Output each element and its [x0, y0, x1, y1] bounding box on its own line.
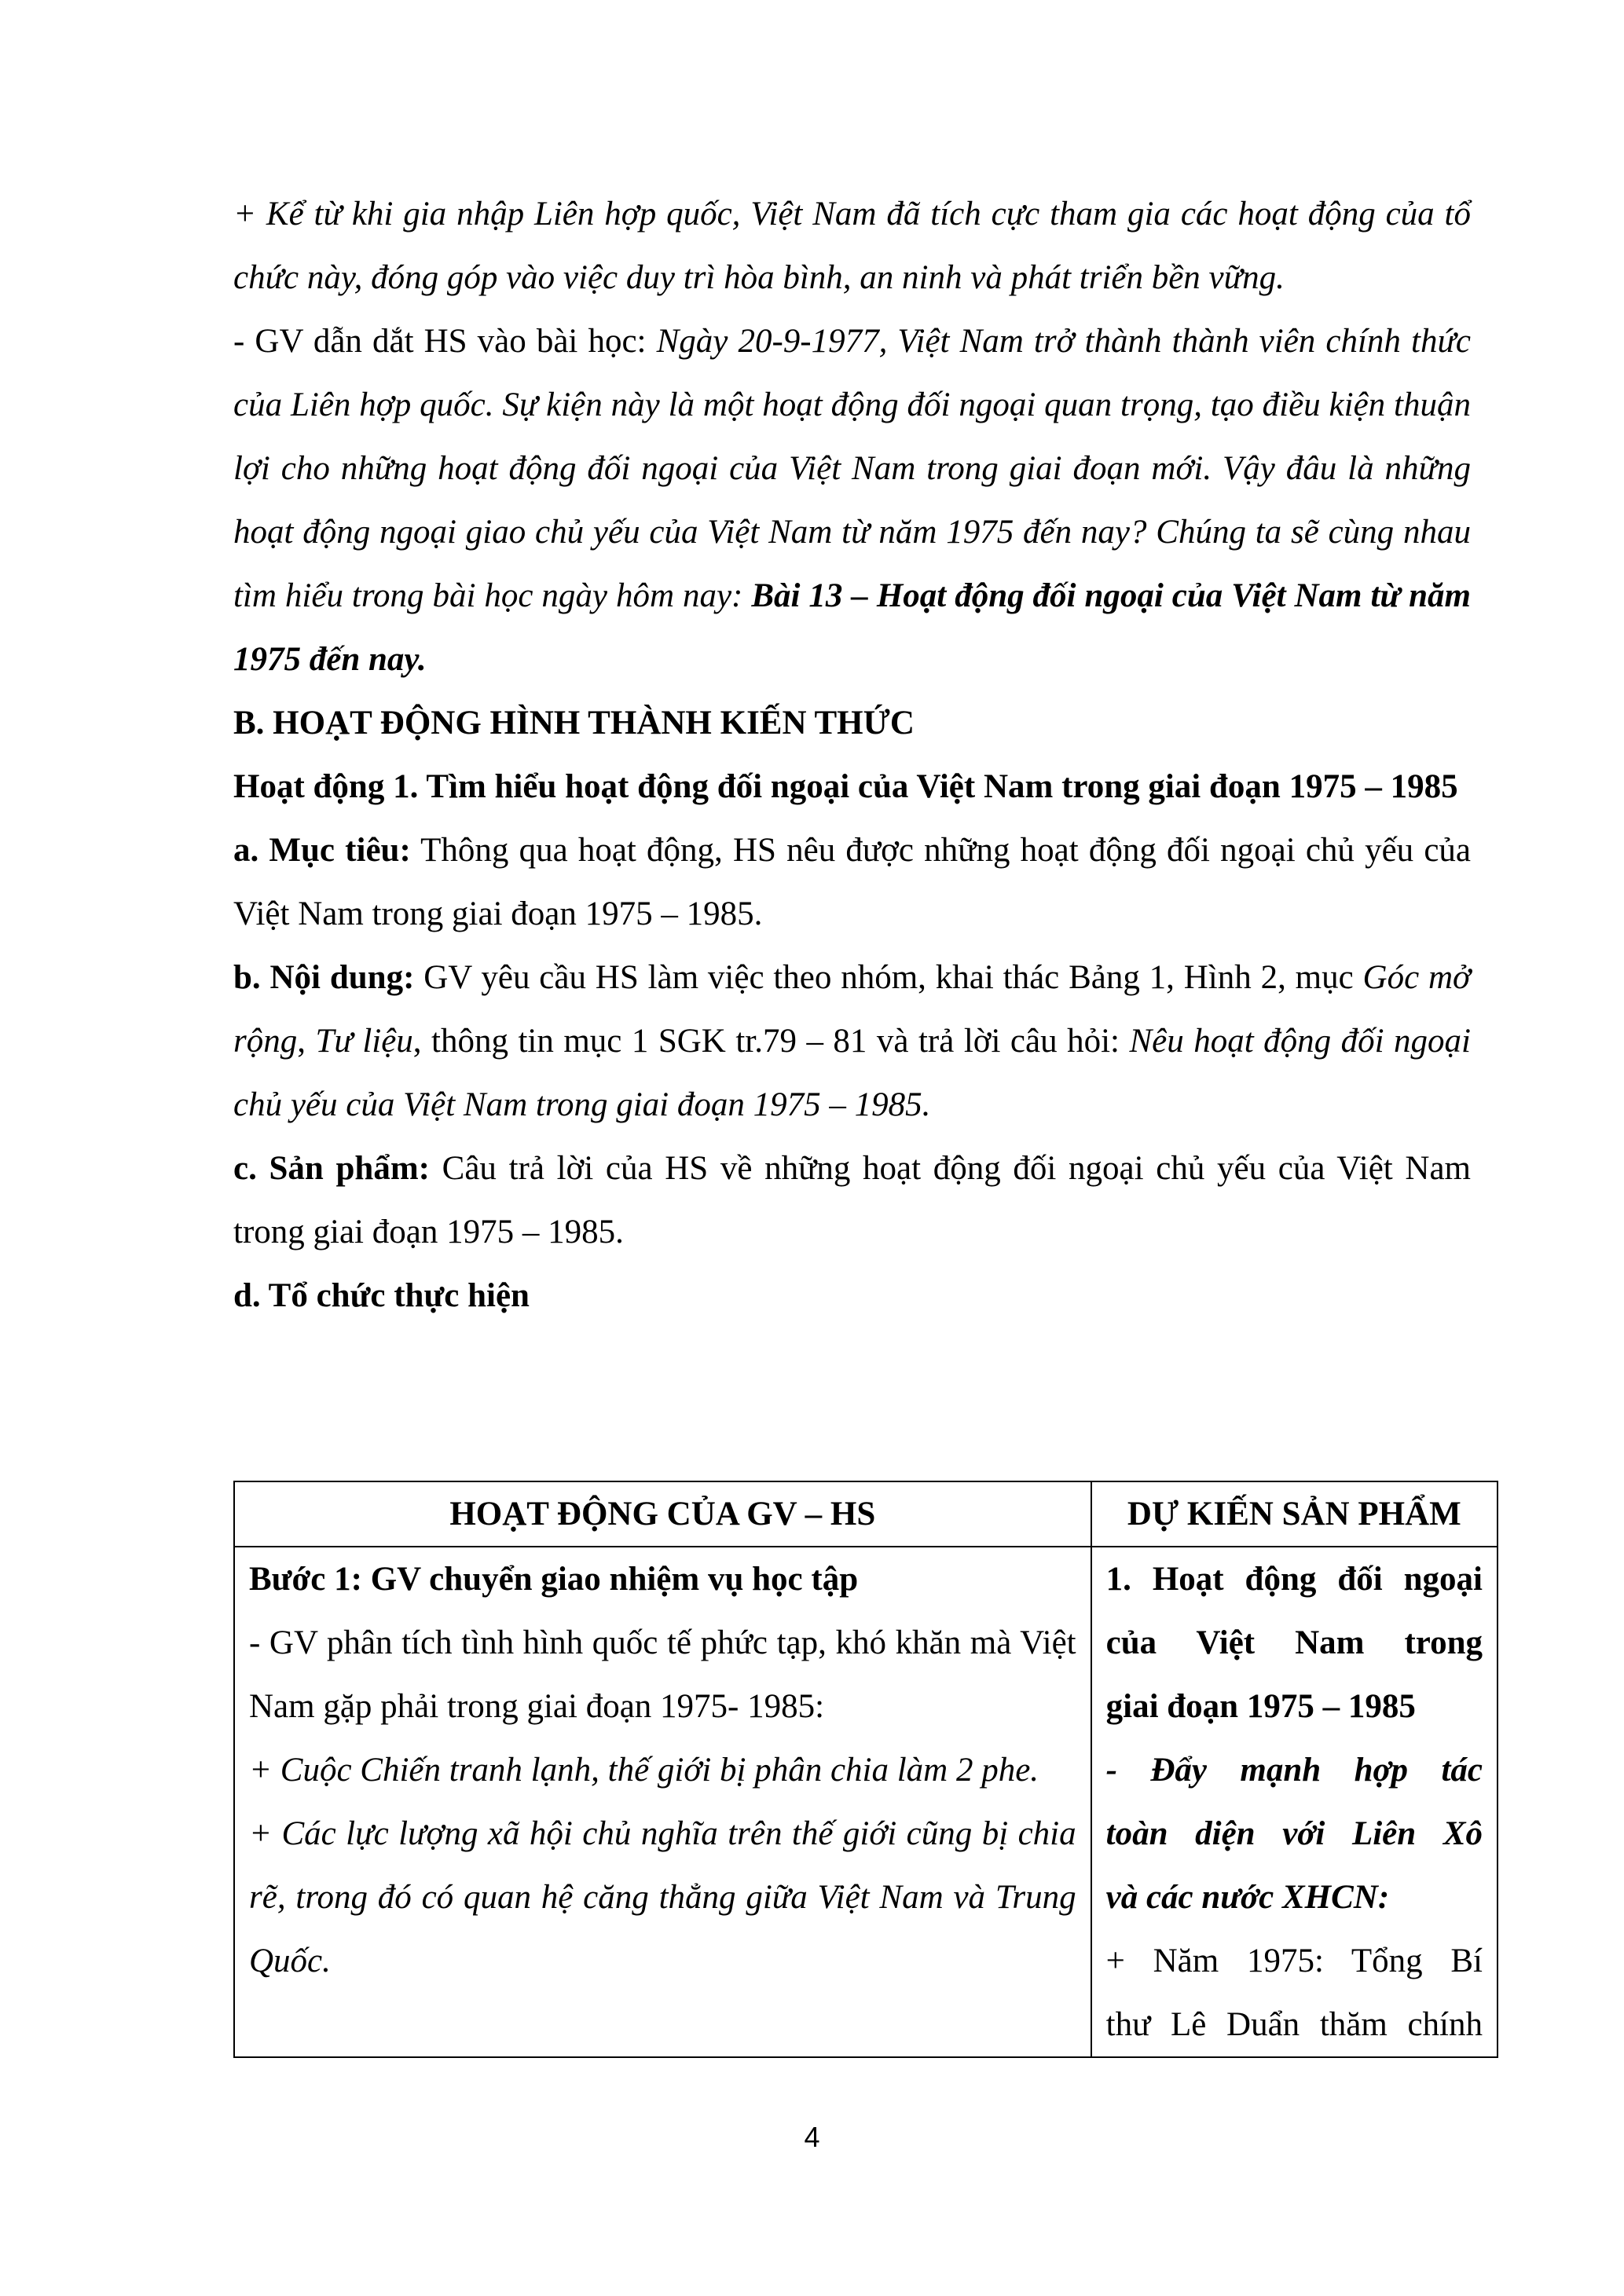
step-1-heading: Bước 1: GV chuyển giao nhiệm vụ học tập — [249, 1561, 859, 1598]
content-label: b. Nội dung: — [233, 959, 415, 996]
objective-label: a. Mục tiêu: — [233, 832, 411, 869]
product-sub-line-3: và các nước XHCN: — [1105, 1879, 1390, 1916]
product-paragraph — [233, 1137, 1471, 1264]
gv-analysis: - GV phân tích tình hình quốc tế phức tạp, khó khăn mà Việt Nam gặp phải trong giai đoạn 1975- 1985: — [249, 1624, 1076, 1725]
table-cell-activities — [234, 1547, 1091, 2057]
product-heading-line-1: 1. Hoạt động đối ngoại — [1105, 1561, 1483, 1598]
content-text-2: , — [297, 1023, 316, 1060]
document-body — [233, 182, 1471, 1327]
content-text-3: , thông tin mục 1 SGK tr.79 – 81 và trả lời câu hỏi: — [412, 1023, 1130, 1060]
content-italic-2: Tư liệu — [315, 1023, 413, 1060]
socialist-split-item: + Các lực lượng xã hội chủ nghĩa trên thế giới cũng bị chia rẽ, trong đó có quan hệ căng thẳng giữa Việt Nam và Trung Quốc. — [249, 1815, 1076, 1979]
organization-heading: d. Tổ chức thực hiện — [233, 1277, 530, 1314]
activity-table — [233, 1481, 1498, 2058]
product-heading-line-2: của Việt Nam trong — [1105, 1624, 1483, 1661]
table-header-right: DỰ KIẾN SẢN PHẨM — [1091, 1481, 1498, 1547]
gv-lead-paragraph — [233, 309, 1471, 691]
table-row — [234, 1547, 1498, 2057]
section-b-heading: B. HOẠT ĐỘNG HÌNH THÀNH KIẾN THỨC — [233, 705, 915, 742]
product-item-line-1: + Năm 1975: Tổng Bí — [1105, 1943, 1483, 1979]
cold-war-item: + Cuộc Chiến tranh lạnh, thế giới bị phân chia làm 2 phe. — [249, 1752, 1039, 1789]
table-cell-products — [1091, 1547, 1498, 2057]
content-paragraph — [233, 946, 1471, 1137]
content-text-1: GV yêu cầu HS làm việc theo nhóm, khai thác Bảng 1, Hình 2, mục — [414, 959, 1363, 996]
product-sub-line-1: - Đẩy mạnh hợp tác — [1105, 1752, 1483, 1789]
product-label: c. Sản phẩm: — [233, 1150, 430, 1187]
product-item-line-2: thư Lê Duẩn thăm chính — [1105, 2006, 1483, 2043]
table-header-row — [234, 1481, 1498, 1547]
product-heading-line-3: giai đoạn 1975 – 1985 — [1105, 1688, 1416, 1725]
gv-lead-italic: Ngày 20-9-1977, Việt Nam trở thành thành viên chính thức của Liên hợp quốc. Sự kiện này là một hoạt động đối ngoại quan trọng, tạo điều kiện thuận lợi cho những hoạt động đối ngoại của Việt Nam trong giai đoạn mới. Vậy đâu là những hoạt động ngoại giao chủ yếu của Việt Nam từ năm 1975 đến nay? Chúng ta sẽ cùng nhau tìm hiểu trong bài học ngày hôm nay — [233, 323, 1471, 614]
content-italic-1: Góc mở rộng — [233, 959, 1472, 1060]
activity-1-heading: Hoạt động 1. Tìm hiểu hoạt động đối ngoại của Việt Nam trong giai đoạn 1975 – 1985 — [233, 768, 1458, 805]
lesson-title: Bài 13 – Hoạt động đối ngoại của Việt Nam từ năm 1975 đến nay. — [233, 577, 1471, 678]
table-header-left: HOẠT ĐỘNG CỦA GV – HS — [234, 1481, 1091, 1547]
product-text: Câu trả lời của HS về những hoạt động đối ngoại chủ yếu của Việt Nam trong giai đoạn 1975 – 1985. — [233, 1150, 1471, 1251]
objective-paragraph — [233, 818, 1471, 946]
gv-lead-text: - GV dẫn dắt HS vào bài học: — [233, 323, 657, 360]
gv-lead-colon: : — [731, 577, 752, 614]
page-number: 4 — [804, 2121, 820, 2153]
content-italic-3: Nêu hoạt động đối ngoại chủ yếu của Việt Nam trong giai đoạn 1975 – 1985. — [233, 1023, 1472, 1123]
objective-text: Thông qua hoạt động, HS nêu được những hoạt động đối ngoại chủ yếu của Việt Nam trong giai đoạn 1975 – 1985. — [233, 832, 1472, 932]
product-sub-line-2: toàn diện với Liên Xô — [1105, 1815, 1483, 1852]
intro-italic-paragraph: + Kể từ khi gia nhập Liên hợp quốc, Việt Nam đã tích cực tham gia các hoạt động của tổ chức này, đóng góp vào việc duy trì hòa bình, an ninh và phát triển bền vững. — [233, 196, 1471, 296]
